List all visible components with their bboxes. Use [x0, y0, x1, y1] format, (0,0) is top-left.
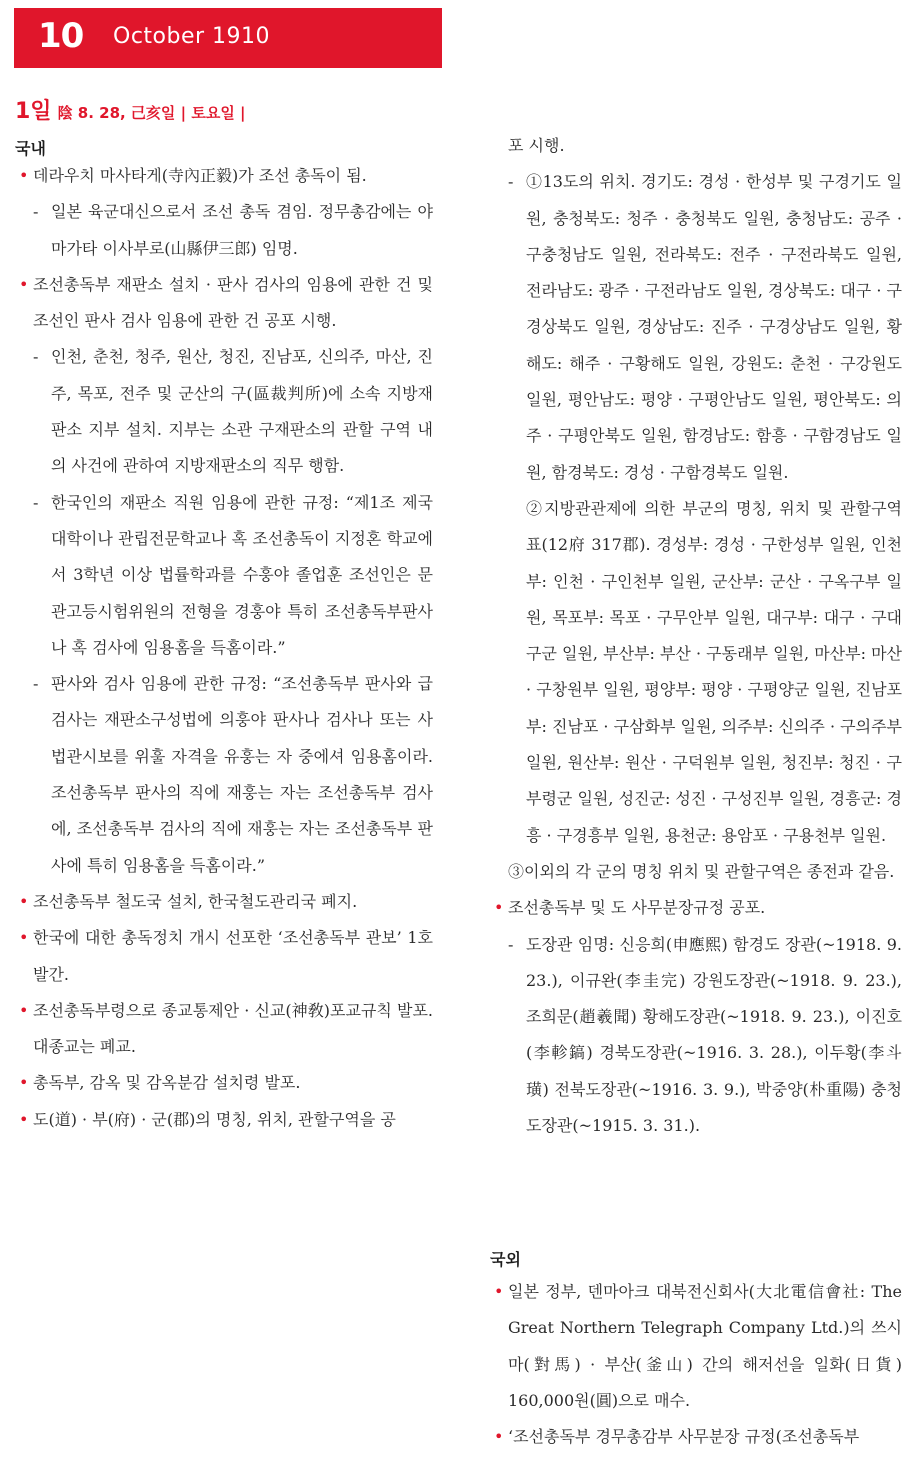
sub-item: - 도장관 임명: 신응희(申應熙) 함경도 장관(~1918. 9. 23.), 이규완(李圭完) 강원도장관(~1918. 9. 23.), 조희문(趙羲聞) 황해도장관(~1918. 9. 23.), 이진호(李軫鎬) 경북도장관(~1916. 3. 28.), 이두황(李斗璜) 전북도장관(~1916. 3. 9.), 박중양(朴重陽) 충청도장관(~1915. 3. 31.).: [508, 934, 902, 1136]
list-item: • 한국에 대한 총독정치 개시 선포한 ‘조선총독부 관보’ 1호 발간.: [15, 920, 433, 993]
list-item: • 조선총독부 철도국 설치, 한국철도관리국 폐지.: [15, 884, 433, 920]
left-column: [15, 158, 433, 1138]
day-number: 10: [38, 16, 84, 56]
right-column: [490, 128, 902, 1144]
list-item: • ‘조선총독부 경무총감부 사무분장 규정(조선총독부: [490, 1419, 902, 1455]
sub-item: - 한국인의 재판소 직원 임용에 관한 규정: “제1조 제국대학이나 관립전문학교나 혹 조선총독이 지정혼 학교에서 3학년 이상 법률학과를 수훙야 졸업훈 조선인은 문관고등시험위원의 전형을 경훙야 특히 조선총독부판사나 혹 검사에 임용홈을 득홈이라.”: [33, 492, 433, 657]
list-item: • 일본 정부, 덴마아크 대북전신회사(大北電信會社: The Great Northern Telegraph Company Ltd.)의 쓰시마(對馬) · 부산(釜山) 간의 해저선을 일화(日貨) 160,000원(圓)으로 매수.: [490, 1274, 902, 1419]
list-item: • 데라우치 마사타게(寺內正毅)가 조선 총독이 됨.: [15, 158, 433, 194]
month-banner: [14, 8, 442, 68]
day-label: 1일: [15, 99, 52, 124]
month-year: October 1910: [113, 24, 271, 49]
sub-item-continued: ②지방관관제에 의한 부군의 명칭, 위치 및 관할구역표(12府 317郡). 경성부: 경성 · 구한성부 일원, 인천부: 인천 · 구인천부 일원, 군산부: 군산 · 구옥구부 일원, 목포부: 목포 · 구무안부 일원, 대구부: 대구 · 구대구군 일원, 부산부: 부산 · 구동래부 일원, 마산부: 마산 · 구창원부 일원, 평양부: 평양 · 구평양군 일원, 진남포부: 진남포 · 구삼화부 일원, 의주부: 신의주 · 구의주부 일원, 원산부: 원산 · 구덕원부 일원, 청진부: 청진 · 구부령군 일원, 성진군: 성진 · 구성진부 일원, 경흥군: 경흥 · 구경흥부 일원, 용천군: 용암포 · 구용천부 일원.: [526, 498, 902, 845]
sub-item: - 인천, 춘천, 청주, 원산, 청진, 진남포, 신의주, 마산, 진주, 목포, 전주 및 군산의 구(區裁判所)에 소속 지방재판소 지부 설치. 지부는 소관 구재판소의 관할 구역 내의 사건에 관하여 지방재판소의 직무 행함.: [33, 347, 433, 476]
sub-item-continued: ③이외의 각 군의 명칭 위치 및 관할구역은 종전과 같음.: [508, 861, 895, 881]
foreign-heading: 국외: [490, 1250, 521, 1269]
lunar-date-info: 陰 8. 28, 己亥일 | 토요일 |: [57, 104, 246, 122]
continued-text: 포 시행.: [508, 136, 565, 155]
domestic-heading: 국내: [15, 139, 46, 158]
sub-item: - ①13도의 위치. 경기도: 경성 · 한성부 및 구경기도 일원, 충청북도: 청주 · 충청북도 일원, 충청남도: 공주 · 구충청남도 일원, 전라북도: 전주 · 구전라북도 일원, 전라남도: 광주 · 구전라남도 일원, 경상북도: 대구 · 구경상북도 일원, 경상남도: 진주 · 구경상남도 일원, 황해도: 해주 · 구황해도 일원, 강원도: 춘천 · 구강원도 일원, 평안남도: 평양 · 구평안남도 일원, 평안북도: 의주 · 구평안북도 일원, 함경남도: 함흥 · 구함경남도 일원, 함경북도: 경성 · 구함경북도 일원.: [508, 172, 902, 482]
list-item: • 도(道) · 부(府) · 군(郡)의 명칭, 위치, 관할구역을 공: [15, 1102, 433, 1138]
date-line: [15, 94, 246, 125]
foreign-column: [490, 1274, 902, 1455]
list-item: • 조선총독부 재판소 설치 · 판사 검사의 임용에 관한 건 및 조선인 판사 검사 임용에 관한 건 공포 시행.: [15, 267, 433, 340]
list-item: • 조선총독부 및 도 사무분장규정 공포.: [490, 890, 902, 926]
sub-item: - 일본 육군대신으로서 조선 총독 겸임. 정무총감에는 야마가타 이사부로(山縣伊三郎) 임명.: [33, 202, 433, 258]
list-item: • 총독부, 감옥 및 감옥분감 설치령 발포.: [15, 1065, 433, 1101]
sub-item: - 판사와 검사 임용에 관한 규정: “조선총독부 판사와 급 검사는 재판소구성법에 의훙야 판사나 검사나 또는 사법관시보를 위훌 자격을 유훙는 자 중에셔 임용홈이라. 조선총독부 판사의 직에 재훙는 자는 조선총독부 검사에, 조선총독부 검사의 직에 재훙는 자는 조선총독부 판사에 특히 임용홈을 득홈이라.”: [33, 674, 433, 875]
list-item: • 조선총독부령으로 종교통제안 · 신교(神敎)포교규칙 발포. 대종교는 폐교.: [15, 993, 433, 1066]
